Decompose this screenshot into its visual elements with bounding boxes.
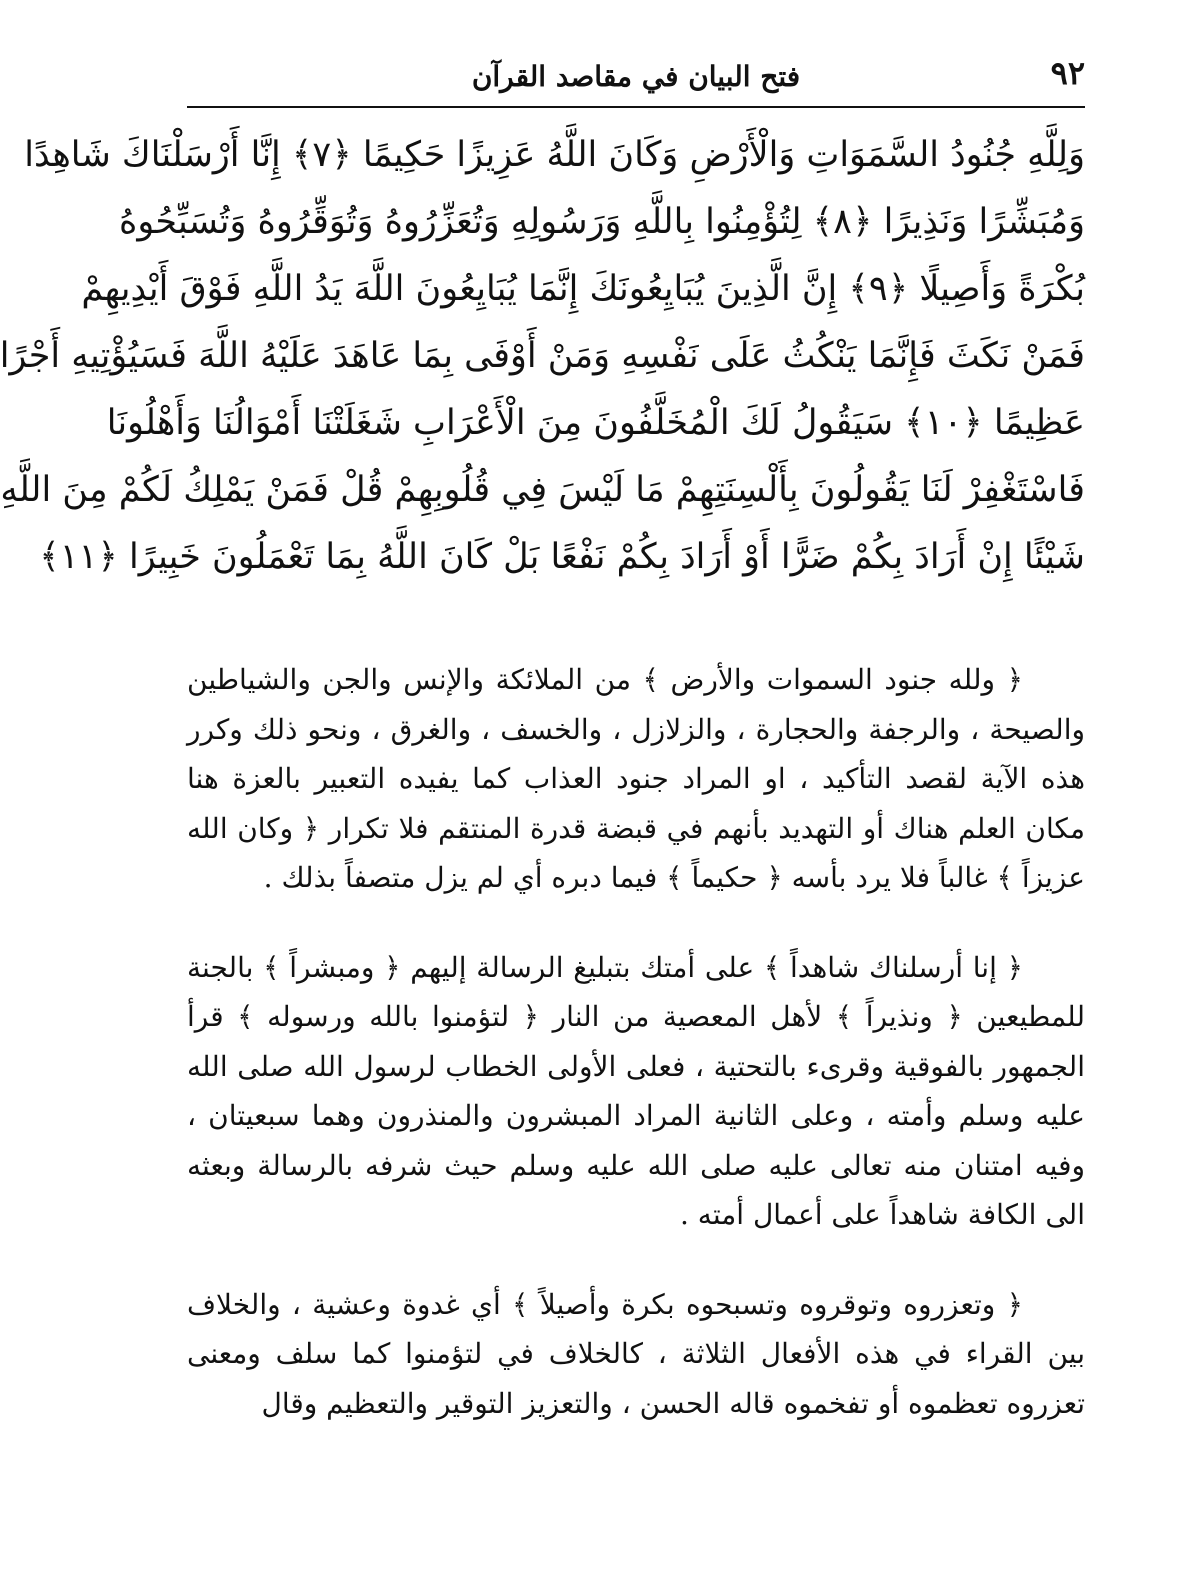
quran-line: وَلِلَّهِ جُنُودُ السَّمَوَاتِ وَالْأَرْضِ وَكَانَ اللَّهُ عَزِيزًا حَكِيمًا ﴿٧﴾ إِنَّا أَرْسَلْنَاكَ شَاهِدًا bbox=[24, 135, 1085, 175]
tafsir-commentary bbox=[187, 655, 1085, 1428]
quran-line: فَمَنْ نَكَثَ فَإِنَّمَا يَنْكُثُ عَلَى نَفْسِهِ وَمَنْ أَوْفَى بِمَا عَاهَدَ عَلَيْهُ اللَّهَ فَسَيُؤْتِيهِ أَجْرًا bbox=[0, 336, 1085, 376]
quran-line: عَظِيمًا ﴿١٠﴾ سَيَقُولُ لَكَ الْمُخَلَّفُونَ مِنَ الْأَعْرَابِ شَغَلَتْنَا أَمْوَالُنَا وَأَهْلُونَا bbox=[106, 403, 1085, 443]
quran-line: بُكْرَةً وَأَصِيلًا ﴿٩﴾ إِنَّ الَّذِينَ يُبَايِعُونَكَ إِنَّمَا يُبَايِعُونَ اللَّهَ يَدُ اللَّهِ فَوْقَ أَيْدِيهِمْ bbox=[81, 269, 1085, 309]
commentary-paragraph: ﴿ وتعزروه وتوقروه وتسبحوه بكرة وأصيلاً ﴾ أي غدوة وعشية ، والخلاف بين القراء في هذه الأفعال الثلاثة ، كالخلاف في لتؤمنوا كما سلف ومعنى تعزروه تعظموه أو تفخموه قاله الحسن ، والتعزيز التوقير والتعظيم وقال bbox=[187, 1287, 1085, 1420]
page-number: ٩٢ bbox=[1050, 54, 1085, 92]
page-header bbox=[187, 48, 1085, 108]
quran-text-block bbox=[0, 122, 1085, 592]
quran-line: فَاسْتَغْفِرْ لَنَا يَقُولُونَ بِأَلْسِنَتِهِمْ مَا لَيْسَ فِي قُلُوبِهِمْ قُلْ فَمَنْ يَمْلِكُ لَكُمْ مِنَ اللَّهِ bbox=[0, 470, 1085, 510]
commentary-paragraph: ﴿ إنا أرسلناك شاهداً ﴾ على أمتك بتبليغ الرسالة إليهم ﴿ ومبشراً ﴾ بالجنة للمطيعين ﴿ ونذيراً ﴾ لأهل المعصية من النار ﴿ لتؤمنوا بالله ورسوله ﴾ قرأ الجمهور بالفوقية وقرىء بالتحتية ، فعلى الأولى الخطاب لرسول الله صلى الله عليه وسلم وأمته ، وعلى الثانية المراد المبشرون والمنذرون وهما سبعيتان ، وفيه امتنان منه تعالى عليه صلى الله عليه وسلم حيث شرفه بالرسالة وبعثه الى الكافة شاهداً على أعمال أمته . bbox=[187, 950, 1085, 1231]
quran-line: شَيْئًا إِنْ أَرَادَ بِكُمْ ضَرًّا أَوْ أَرَادَ بِكُمْ نَفْعًا بَلْ كَانَ اللَّهُ بِمَا تَعْمَلُونَ خَبِيرًا ﴿١١﴾ bbox=[39, 537, 1085, 577]
commentary-paragraph: ﴿ ولله جنود السموات والأرض ﴾ من الملائكة والإنس والجن والشياطين والصيحة ، والرجفة والحجارة ، والزلازل ، والخسف ، والغرق ، ونحو ذلك وكرر هذه الآية لقصد التأكيد ، او المراد جنود العذاب كما يفيده التعبير بالعزة هنا مكان العلم هناك أو التهديد بأنهم في قبضة قدرة المنتقم فلا تكرار ﴿ وكان الله عزيزاً ﴾ غالباً فلا يرد بأسه ﴿ حكيماً ﴾ فيما دبره أي لم يزل متصفاً بذلك . bbox=[187, 663, 1085, 894]
running-title: فتح البيان في مقاصد القرآن bbox=[471, 60, 801, 93]
quran-line: وَمُبَشِّرًا وَنَذِيرًا ﴿٨﴾ لِتُؤْمِنُوا بِاللَّهِ وَرَسُولِهِ وَتُعَزِّرُوهُ وَتُوَقِّرُوهُ وَتُسَبِّحُوهُ bbox=[118, 202, 1085, 242]
